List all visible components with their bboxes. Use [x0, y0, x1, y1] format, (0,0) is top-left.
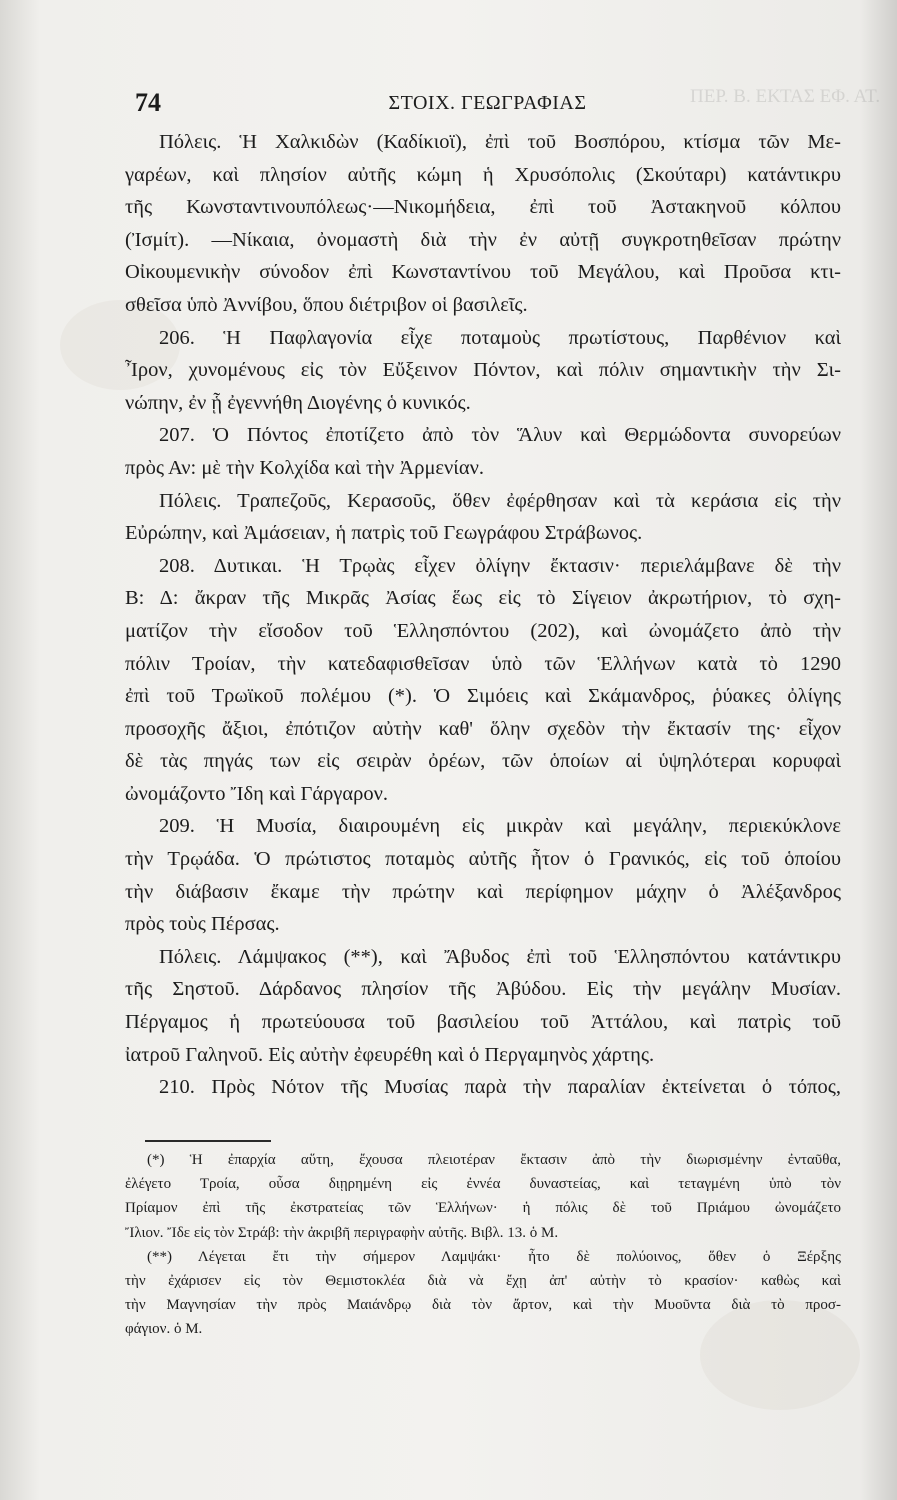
footnote-line: τὴν Μαγνησίαν τὴν πρὸς Μαιάνδρῳ διὰ τὸν ἄρτον, καὶ τὴν Μυοῦντα διὰ τὸ προσ-	[125, 1297, 841, 1314]
text-line: 208. Δυτικαι. Ἡ Τρῳὰς εἶχεν ὀλίγην ἔκτασιν· περιελάμβανε δὲ τὴν	[159, 554, 841, 577]
text-line: (Ἰσμίτ). —Νίκαια, ὀνομαστὴ διὰ τὴν ἐν αὐτῇ συγκροτηθεῖσαν πρώτην	[125, 228, 841, 251]
text-line: Πόλεις. Λάμψακος (**), καὶ Ἄβυδος ἐπὶ τοῦ Ἑλλησπόντου κατάντικρυ	[159, 945, 841, 968]
footnote-line: ἐλέγετο Τροία, οὖσα διῃρημένη εἰς ἐννέα δυναστείας, καὶ τεταγμένη ὑπὸ τὸν	[125, 1176, 841, 1193]
footnote-line: τὴν ἐχάρισεν εἰς τὸν Θεμιστοκλέα διὰ νὰ ἔχῃ ἀπ' αὐτὴν τὸ κρασίον· καθὼς καὶ	[125, 1272, 841, 1289]
text-line: τὴν διάβασιν ἔκαμε τὴν πρώτην καὶ περίφημον μάχην ὁ Ἀλέξανδρος	[125, 880, 841, 903]
text-line: ὠνομάζοντο Ἴδη καὶ Γάργαρον.	[125, 782, 388, 805]
text-line: ματίζον τὴν εἴσοδον τοῦ Ἑλλησπόντου (202), καὶ ὠνομάζετο ἀπὸ τὴν	[125, 619, 841, 642]
text-line: Β: Δ: ἄκραν τῆς Μικρᾶς Ἀσίας ἕως εἰς τὸ Σίγειον ἀκρωτήριον, τὸ σχη-	[125, 587, 841, 610]
text-line: πρὸς τοὺς Πέρσας.	[125, 913, 280, 936]
text-line: 206. Ἡ Παφλαγονία εἶχε ποταμοὺς πρωτίστους, Παρθένιον καὶ	[159, 326, 841, 349]
text-line: προσοχῆς ἄξιοι, ἐπότιζον αὐτὴν καθ' ὅλην σχεδὸν τὴν ἔκτασίν της· εἶχον	[125, 717, 841, 740]
text-line: Εὐρώπην, καὶ Ἀμάσειαν, ἡ πατρὶς τοῦ Γεωγράφου Στράβωνος.	[125, 522, 643, 545]
page-header	[135, 88, 840, 116]
text-line: ἰατροῦ Γαληνοῦ. Εἰς αὐτὴν ἐφευρέθη καὶ ὁ Περγαμηνὸς χάρτης.	[125, 1043, 655, 1066]
text-line: πόλιν Τροίαν, τὴν κατεδαφισθεῖσαν ὑπὸ τῶν Ἑλλήνων κατὰ τὸ 1290	[125, 652, 841, 675]
running-title: ΣΤΟΙΧ. ΓΕΩΓΡΑΦΙΑΣ	[388, 92, 587, 114]
text-line: 209. Ἡ Μυσία, διαιρουμένη εἰς μικρὰν καὶ μεγάλην, περιεκύκλονε	[159, 815, 841, 838]
footnote-line: Πρίαμον ἐπὶ τῆς ἐκστρατείας τῶν Ἑλλήνων· ἡ πόλις δὲ τοῦ Πριάμου ὠνομάζετο	[125, 1200, 841, 1217]
text-line: 207. Ὁ Πόντος ἐποτίζετο ἀπὸ τὸν Ἅλυν καὶ Θερμώδοντα συνορεύων	[159, 424, 841, 447]
footnote-line: (**) Λέγεται ἔτι τὴν σήμερον Λαμψάκι· ἦτο δὲ πολύοινος, ὅθεν ὁ Ξέρξης	[147, 1248, 841, 1265]
text-line: Πέργαμος ἡ πρωτεύουσα τοῦ βασιλείου τοῦ Ἀττάλου, καὶ πατρὶς τοῦ	[125, 1011, 841, 1034]
footnote-line: (*) Ἡ ἐπαρχία αὕτη, ἔχουσα πλειοτέραν ἔκτασιν ἀπὸ τὴν διωρισμένην ἐνταῦθα,	[147, 1152, 841, 1168]
text-line: Οἰκουμενικὴν σύνοδον ἐπὶ Κωνσταντίνου τοῦ Μεγάλου, καὶ Προῦσα κτι-	[125, 261, 841, 284]
text-line: νώπην, ἐν ᾗ ἐγεννήθη Διογένης ὁ κυνικός.	[125, 391, 471, 414]
text-line: Ἶρον, χυνομένους εἰς τὸν Εὔξεινον Πόντον, καὶ πόλιν σημαντικὴν τὴν Σι-	[125, 359, 841, 382]
text-line: Πόλεις. Τραπεζοῦς, Κερασοῦς, ὅθεν ἐφέρθησαν καὶ τὰ κεράσια εἰς τὴν	[159, 489, 841, 512]
footnote-line: φάγιον. ὁ Μ.	[125, 1321, 203, 1338]
text-line: πρὸς Αν: μὲ τὴν Κολχίδα καὶ τὴν Ἀρμενίαν.	[125, 456, 484, 479]
text-line: τῆς Σηστοῦ. Δάρδανος πλησίον τῆς Ἀβύδου. Εἰς τὴν μεγάλην Μυσίαν.	[125, 978, 841, 1001]
text-line: Πόλεις. Ἡ Χαλκιδὼν (Καδίκιοϊ), ἐπὶ τοῦ Βοσπόρου, κτίσμα τῶν Με-	[159, 131, 841, 153]
footnote-separator	[145, 1140, 271, 1142]
text-line: δὲ τὰς πηγάς των εἰς σειρὰν ὀρέων, τῶν ὁποίων αἱ ὑψηλότεραι κορυφαὶ	[125, 750, 841, 773]
footnote-line: Ἴλιον. Ἴδε εἰς τὸν Στράβ: τὴν ἀκριβῆ περιγραφὴν αὐτῆς. Βιβλ. 13. ὁ Μ.	[125, 1224, 559, 1241]
main-text	[125, 126, 841, 1104]
footnotes	[125, 1148, 841, 1342]
bleed-through-text: ΠΕΡ. Β. ΕΚΤΑΣ ΕΦ. ΑΤ.	[690, 86, 881, 107]
page-number: 74	[135, 88, 161, 117]
text-line: ἐπὶ τοῦ Τρωϊκοῦ πολέμου (*). Ὁ Σιμόεις καὶ Σκάμανδρος, ῥύακες ὀλίγης	[125, 685, 841, 708]
text-line: τῆς Κωνσταντινουπόλεως·—Νικομήδεια, ἐπὶ τοῦ Ἀστακηνοῦ κόλπου	[125, 196, 841, 219]
text-line: 210. Πρὸς Νότον τῆς Μυσίας παρὰ τὴν παραλίαν ἐκτείνεται ὁ τόπος,	[159, 1076, 841, 1099]
text-line: σθεῖσα ὑπὸ Ἀννίβου, ὅπου διέτριβον οἱ βασιλεῖς.	[125, 293, 528, 316]
text-line: τὴν Τρῳάδα. Ὁ πρώτιστος ποταμὸς αὐτῆς ἦτον ὁ Γρανικός, εἰς τοῦ ὁποίου	[125, 848, 841, 871]
text-line: γαρέων, καὶ πλησίον αὐτῆς κώμη ἡ Χρυσόπολις (Σκούταρι) κατάντικρυ	[125, 163, 841, 186]
